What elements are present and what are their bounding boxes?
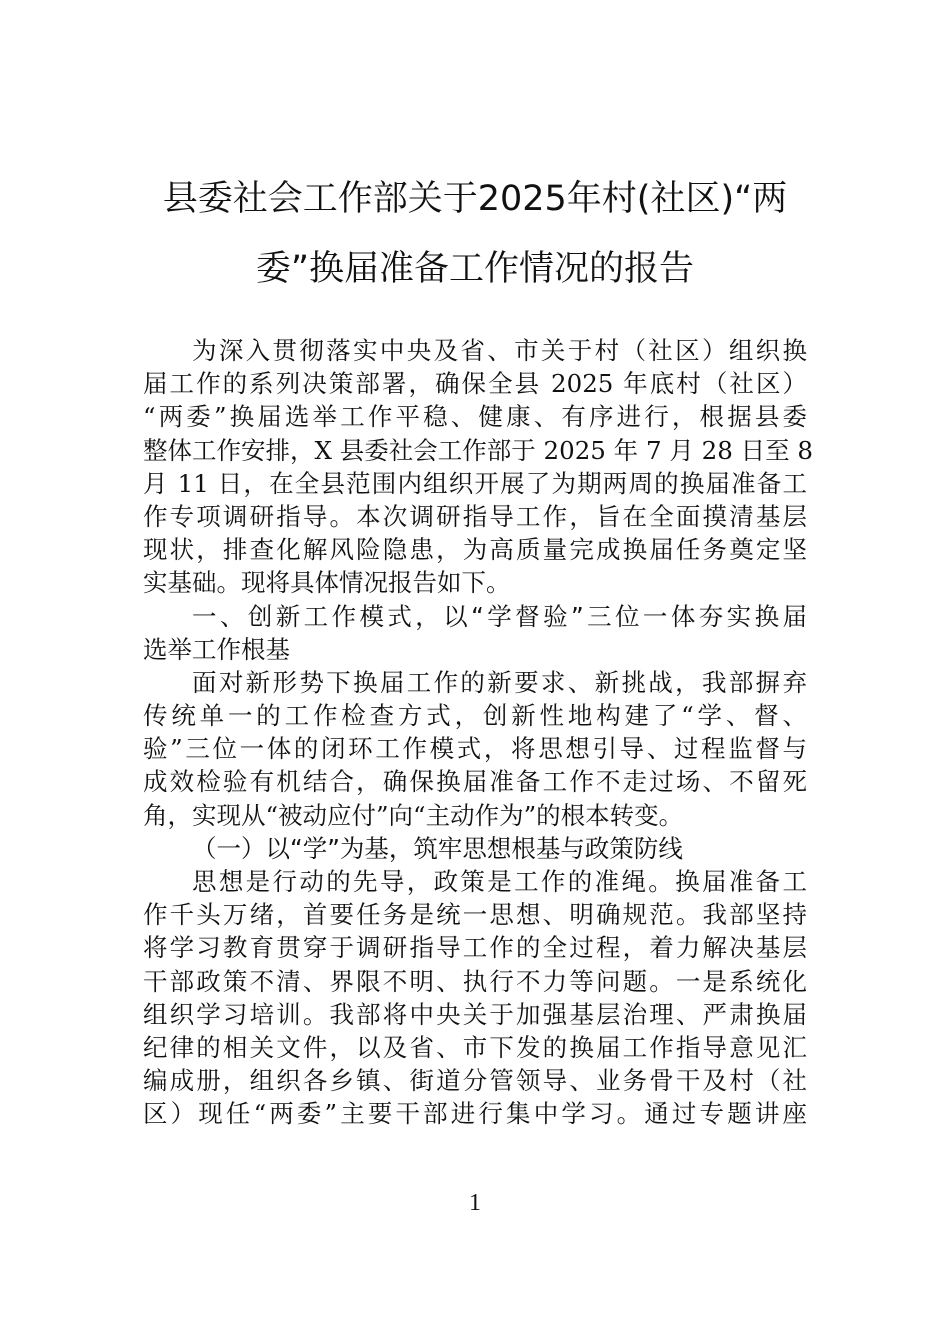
text-line: 实基础。现将具体情况报告如下。: [143, 568, 511, 598]
text-line: 月 11 日，在全县范围内组织开展了为期两周的换届准备工: [143, 468, 807, 498]
paragraph-intro: [143, 334, 813, 600]
text-line: 干部政策不清、界限不明、执行不力等问题。一是系统化: [143, 966, 807, 996]
subheading-line: （一）以“学”为基，筑牢思想根基与政策防线: [192, 833, 683, 863]
document-body: [143, 334, 813, 1131]
text-line: 思想是行动的先导，政策是工作的准绳。换届准备工: [192, 867, 807, 896]
text-line: 区）现任“两委”主要干部进行集中学习。通过专题讲座: [143, 1099, 807, 1129]
text-line: 作千头万绪，首要任务是统一思想、明确规范。我部坚持: [143, 900, 807, 930]
text-line: 整体工作安排，X 县委社会工作部于 2025 年 7 月 28 日至 8: [143, 435, 813, 465]
text-line: “两委”换届选举工作平稳、健康、有序进行，根据县委: [143, 402, 807, 432]
text-line: 编成册，组织各乡镇、街道分管领导、业务骨干及村（社: [143, 1066, 807, 1096]
text-line: 角，实现从“被动应付”向“主动作为”的根本转变。: [143, 800, 684, 830]
paragraph-study: [143, 865, 807, 1131]
text-line: 验”三位一体的闭环工作模式，将思想引导、过程监督与: [143, 734, 807, 764]
text-line: 成效检验有机结合，确保换届准备工作不走过场、不留死: [143, 767, 807, 797]
document-title: [140, 164, 810, 304]
text-line: 面对新形势下换届工作的新要求、新挑战，我部摒弃: [192, 667, 807, 697]
paragraph-work-mode: [143, 666, 807, 832]
text-line: 届工作的系列决策部署，确保全县 2025 年底村（社区）: [143, 369, 807, 399]
section-heading-1: [143, 600, 807, 666]
text-line: 将学习教育贯穿于调研指导工作的全过程，着力解决基层: [143, 933, 807, 963]
page-number: 1: [469, 1190, 481, 1216]
heading-line: 一、创新工作模式，以“学督验”三位一体夯实换届: [192, 601, 807, 631]
text-line: 作专项调研指导。本次调研指导工作，旨在全面摸清基层: [143, 501, 807, 531]
title-line-1: 县委社会工作部关于2025年村(社区)“两: [162, 179, 788, 219]
text-line: 现状，排查化解风险隐患，为高质量完成换届任务奠定坚: [143, 535, 807, 565]
text-line: 组织学习培训。我部将中央关于加强基层治理、严肃换届: [143, 999, 807, 1029]
text-line: 纪律的相关文件，以及省、市下发的换届工作指导意见汇: [143, 1032, 807, 1062]
subsection-heading-1: [143, 832, 807, 865]
heading-line: 选举工作根基: [143, 634, 290, 664]
title-line-2: 委”换届准备工作情况的报告: [255, 249, 695, 289]
text-line: 传统单一的工作检查方式，创新性地构建了“学、督、: [143, 701, 807, 731]
text-line: 为深入贯彻落实中央及省、市关于村（社区）组织换: [192, 336, 807, 365]
